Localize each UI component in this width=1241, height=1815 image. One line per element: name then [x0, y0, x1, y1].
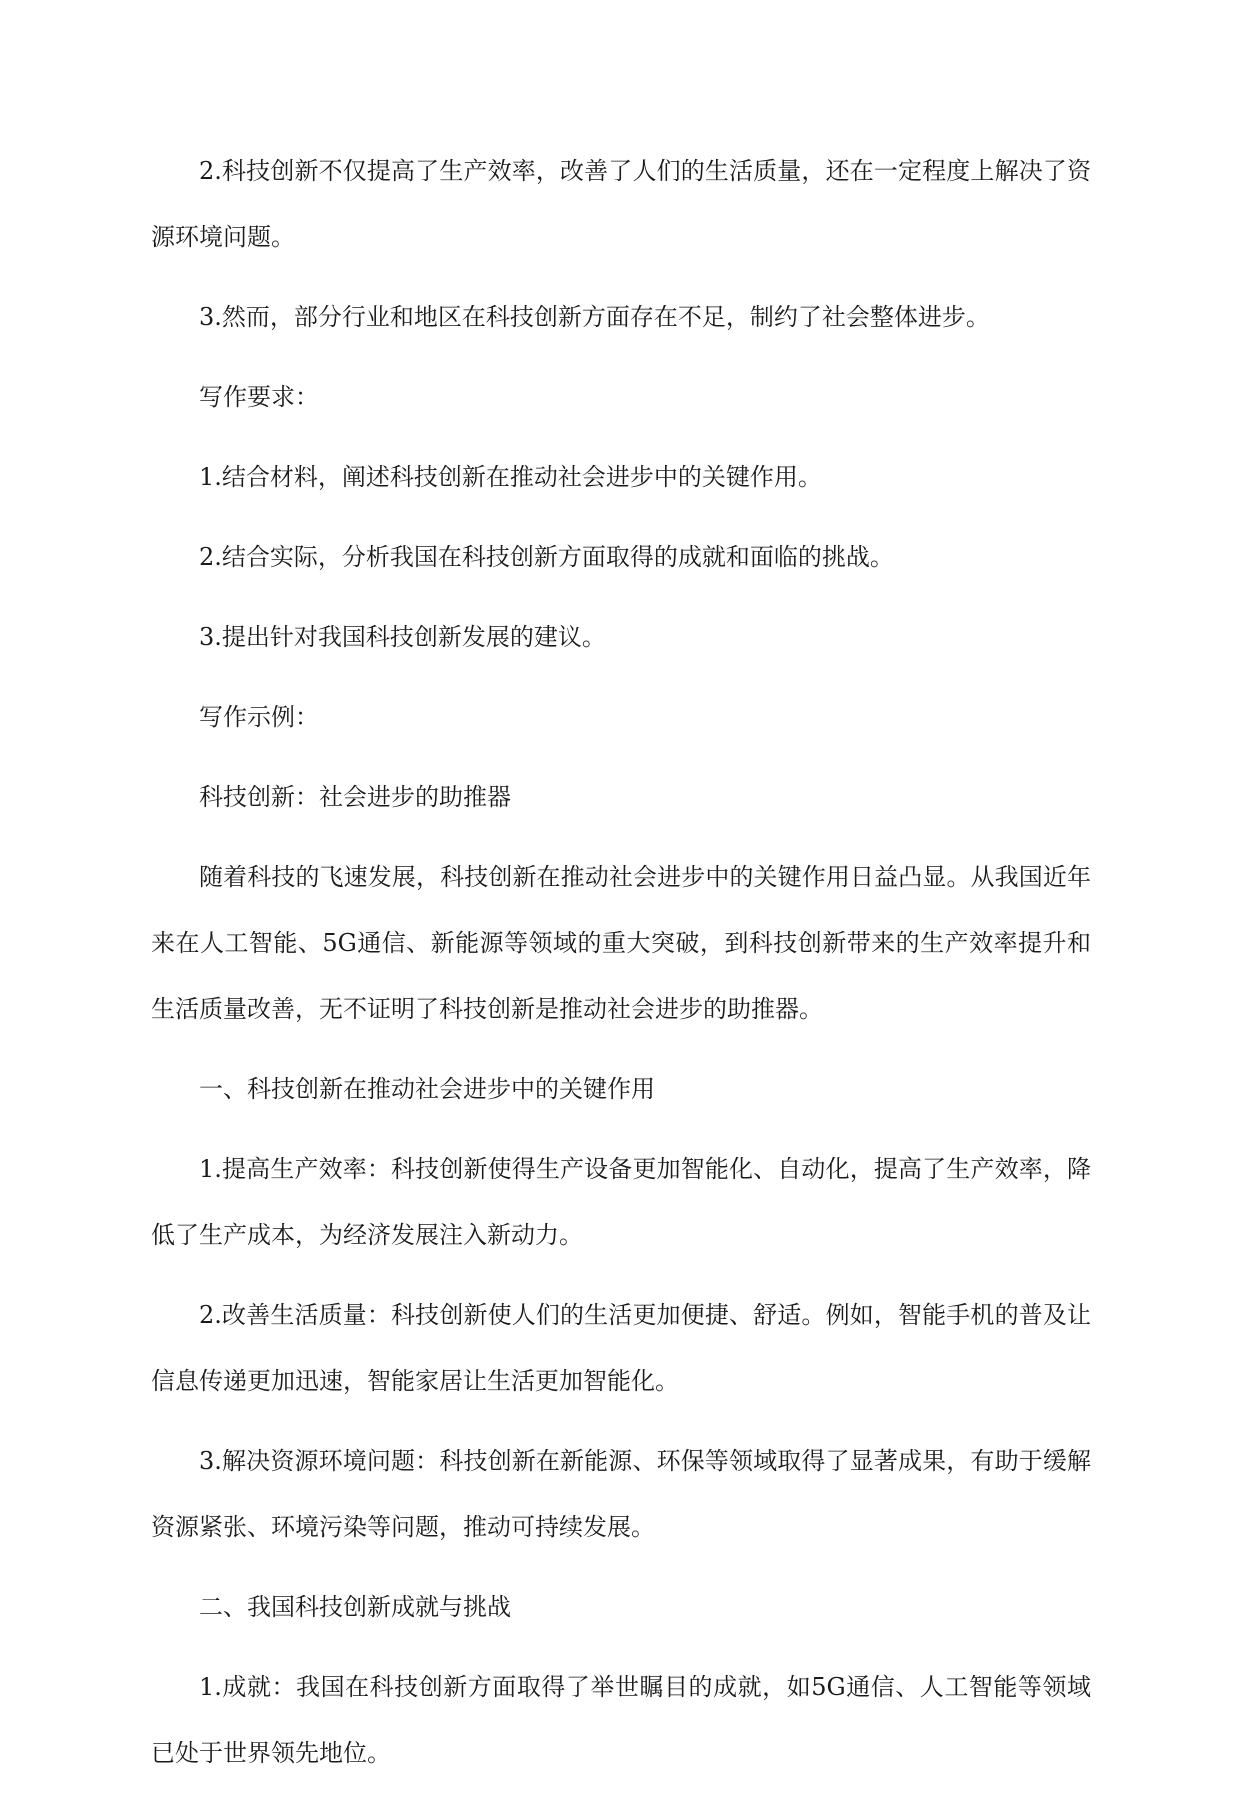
paragraph: 1.成就：我国在科技创新方面取得了举世瞩目的成就，如5G通信、人工智能等领域已处于世界领先地位。	[151, 1673, 1091, 1767]
section-label: 写作示例：	[199, 703, 319, 731]
section-heading: 一、科技创新在推动社会进步中的关键作用	[199, 1075, 655, 1103]
section-label: 写作要求：	[199, 383, 319, 411]
requirement-item: 3.提出针对我国科技创新发展的建议。	[199, 623, 606, 651]
document-body	[151, 138, 1091, 1815]
paragraph: 随着科技的飞速发展，科技创新在推动社会进步中的关键作用日益凸显。从我国近年来在人工智能、5G通信、新能源等领域的重大突破，到科技创新带来的生产效率提升和生活质量改善，无不证明了科技创新是推动社会进步的助推器。	[151, 863, 1091, 1023]
essay-title: 科技创新：社会进步的助推器	[199, 783, 511, 811]
paragraph: 3.解决资源环境问题：科技创新在新能源、环保等领域取得了显著成果，有助于缓解资源紧张、环境污染等问题，推动可持续发展。	[151, 1447, 1091, 1541]
paragraph: 2.科技创新不仅提高了生产效率，改善了人们的生活质量，还在一定程度上解决了资源环境问题。	[151, 157, 1091, 251]
requirement-item: 2.结合实际，分析我国在科技创新方面取得的成就和面临的挑战。	[199, 543, 894, 571]
section-heading: 二、我国科技创新成就与挑战	[199, 1593, 511, 1621]
paragraph: 2.改善生活质量：科技创新使人们的生活更加便捷、舒适。例如，智能手机的普及让信息传递更加迅速，智能家居让生活更加智能化。	[151, 1301, 1091, 1395]
paragraph: 3.然而，部分行业和地区在科技创新方面存在不足，制约了社会整体进步。	[199, 303, 990, 331]
requirement-item: 1.结合材料，阐述科技创新在推动社会进步中的关键作用。	[199, 463, 822, 491]
paragraph: 1.提高生产效率：科技创新使得生产设备更加智能化、自动化，提高了生产效率，降低了生产成本，为经济发展注入新动力。	[151, 1155, 1091, 1249]
